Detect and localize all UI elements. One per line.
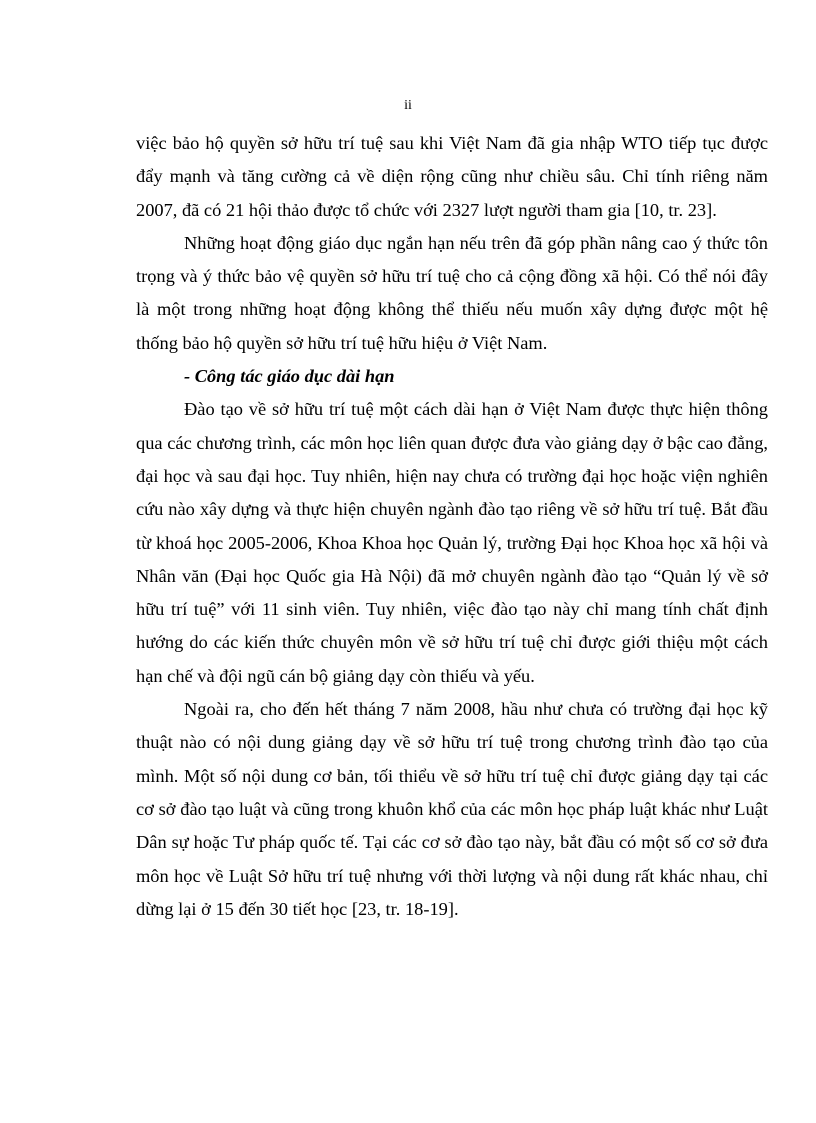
paragraph-long-term-training: Đào tạo về sở hữu trí tuệ một cách dài hạn ở Việt Nam được thực hiện thông qua các chương trình, các môn học liên quan được đưa vào giảng dạy ở bậc cao đẳng, đại học và sau đại học. Tuy nhiên, hiện nay chưa có trường đại học hoặc viện nghiên cứu nào xây dựng và thực hiện chuyên ngành đào tạo riêng về sở hữu trí tuệ. Bắt đầu từ khoá học 2005-2006, Khoa Khoa học Quản lý, trường Đại học Khoa học xã hội và Nhân văn (Đại học Quốc gia Hà Nội) đã mở chuyên ngành đào tạo “Quản lý về sở hữu trí tuệ” với 11 sinh viên. Tuy nhiên, việc đào tạo này chỉ mang tính chất định hướng do các kiến thức chuyên môn về sở hữu trí tuệ chỉ được giới thiệu một cách hạn chế và đội ngũ cán bộ giảng dạy còn thiếu và yếu. <box>136 399 768 686</box>
paragraph-short-term-education: Những hoạt động giáo dục ngắn hạn nếu trên đã góp phần nâng cao ý thức tôn trọng và ý thức bảo vệ quyền sở hữu trí tuệ cho cả cộng đồng xã hội. Có thể nói đây là một trong những hoạt động không thể thiếu nếu muốn xây dựng được một hệ thống bảo hộ quyền sở hữu trí tuệ hữu hiệu ở Việt Nam. <box>136 232 768 353</box>
section-heading: - Công tác giáo dục dài hạn <box>184 366 395 387</box>
paragraph-technical-universities: Ngoài ra, cho đến hết tháng 7 năm 2008, hầu như chưa có trường đại học kỹ thuật nào có nội dung giảng dạy về sở hữu trí tuệ trong chương trình đào tạo của mình. Một số nội dung cơ bản, tối thiểu về sở hữu trí tuệ chỉ được giảng dạy tại các cơ sở đào tạo luật và cũng trong khuôn khổ của các môn học pháp luật khác như Luật Dân sự hoặc Tư pháp quốc tế. Tại các cơ sở đào tạo này, bắt đầu có một số cơ sở đưa môn học về Luật Sở hữu trí tuệ nhưng với thời lượng và nội dung rất khác nhau, chỉ dừng lại ở 15 đến 30 tiết học [23, tr. 18-19]. <box>136 699 768 919</box>
document-body <box>136 127 768 926</box>
paragraph-continuation: việc bảo hộ quyền sở hữu trí tuệ sau khi Việt Nam đã gia nhập WTO tiếp tục được đẩy mạnh và tăng cường cả về diện rộng cũng như chiều sâu. Chỉ tính riêng năm 2007, đã có 21 hội thảo được tổ chức với 2327 lượt người tham gia [10, tr. 23]. <box>136 133 768 220</box>
page-number: ii <box>404 98 412 113</box>
